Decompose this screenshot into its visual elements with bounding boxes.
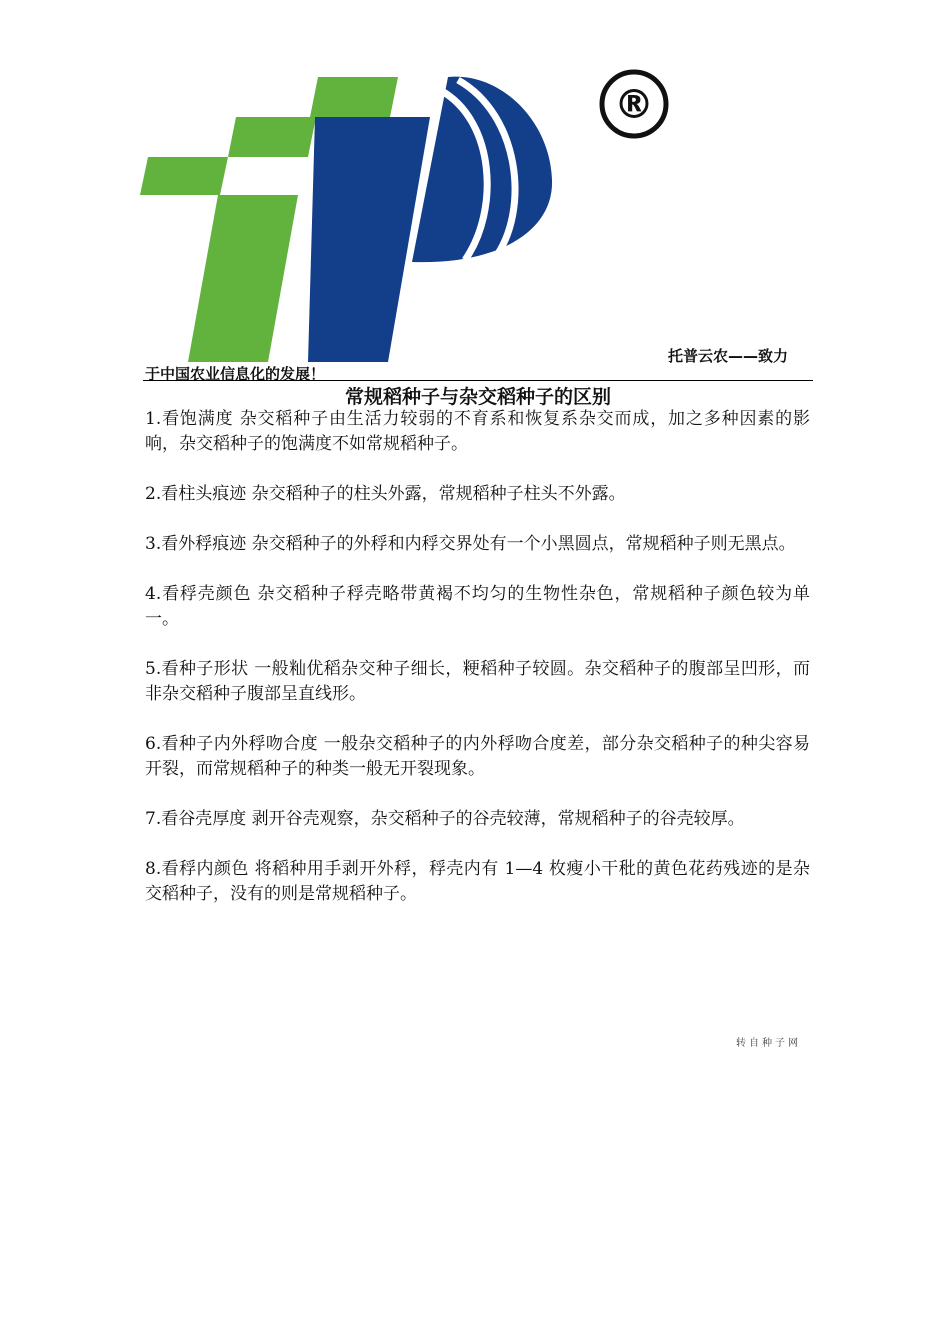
header-slogan-part2: 于中国农业信息化的发展！ — [145, 365, 326, 383]
registered-trademark-icon — [598, 68, 670, 140]
article-paragraph: 8.看稃内颜色 将稻种用手剥开外稃，稃壳内有 1—4 枚瘦小干秕的黄色花药残迹的是杂交稻种子，没有的则是常规稻种子。 — [145, 859, 810, 904]
article-paragraph: 6.看种子内外稃吻合度 一般杂交稻种子的内外稃吻合度差，部分杂交稻种子的种尖容易开裂，而常规稻种子的种类一般无开裂现象。 — [145, 734, 810, 779]
article-paragraph: 3.看外稃痕迹 杂交稻种子的外稃和内稃交界处有一个小黑圆点，常规稻种子则无黑点。 — [145, 534, 796, 554]
header-divider — [143, 380, 813, 381]
article-title: 常规稻种子与杂交稻种子的区别 — [344, 386, 611, 408]
article-paragraph: 5.看种子形状 一般籼优稻杂交种子细长，粳稻种子较圆。杂交稻种子的腹部呈凹形，而非杂交稻种子腹部呈直线形。 — [145, 659, 810, 704]
article-paragraph: 2.看柱头痕迹 杂交稻种子的柱头外露，常规稻种子柱头不外露。 — [145, 484, 626, 504]
source-note: 转自种子网 — [736, 1038, 801, 1049]
logo-blue-shape — [308, 77, 552, 362]
header-slogan-part1: 托普云农——致力 — [668, 347, 789, 365]
article-paragraph: 7.看谷壳厚度 剥开谷壳观察，杂交稻种子的谷壳较薄，常规稻种子的谷壳较厚。 — [145, 809, 745, 829]
registered-mark: ® — [614, 82, 654, 128]
article-paragraph: 4.看稃壳颜色 杂交稻种子稃壳略带黄褐不均匀的生物性杂色，常规稻种子颜色较为单一。 — [145, 584, 810, 629]
article-paragraph: 1.看饱满度 杂交稻种子由生活力较弱的不育系和恢复系杂交而成，加之多种因素的影响，杂交稻种子的饱满度不如常规稻种子。 — [145, 409, 810, 454]
article-body — [145, 407, 810, 932]
